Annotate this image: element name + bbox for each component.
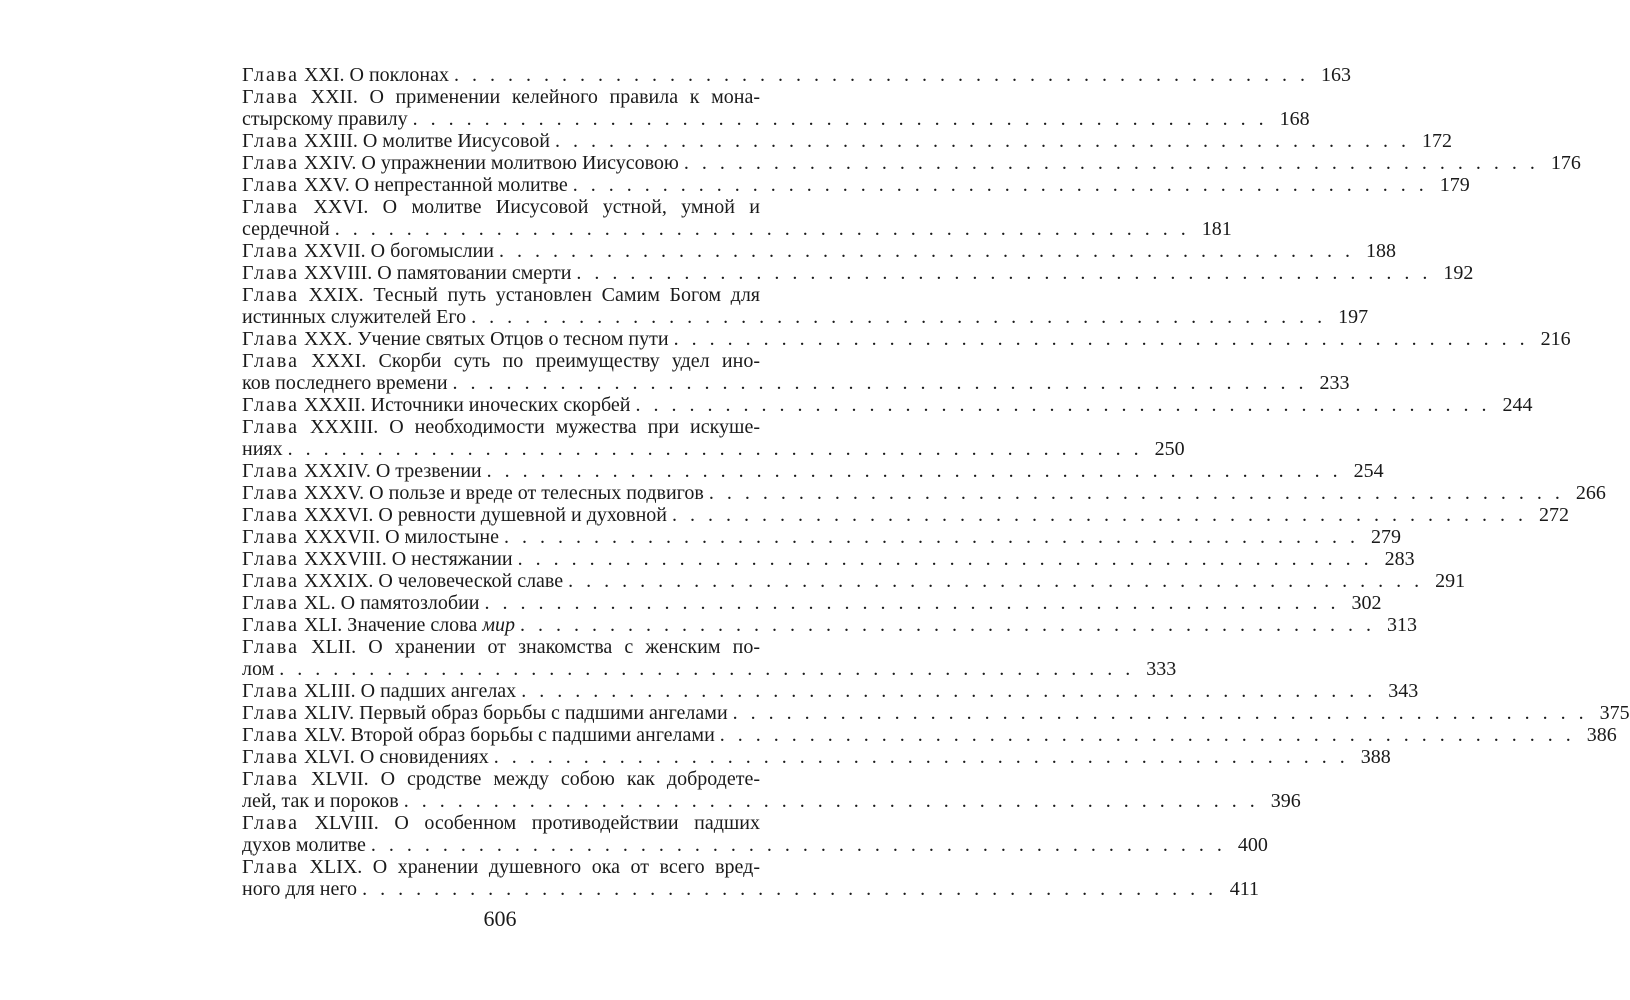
- toc-entry-title: [242, 284, 760, 306]
- toc-entry: [242, 64, 1351, 86]
- toc-entry-title: [242, 306, 466, 328]
- toc-entry: [242, 526, 1401, 548]
- toc-line: [242, 812, 760, 834]
- dot-leader: . . . . . . . . . . . . . . . . . . . . . . . . . . . . . . . . . . . . . . . . . . . . . . . .: [486, 460, 1342, 482]
- dot-leader: . . . . . . . . . . . . . . . . . . . . . . . . . . . . . . . . . . . . . . . . . . . . . . . .: [403, 790, 1259, 812]
- toc-page-number: 283: [1384, 548, 1415, 570]
- toc-page-number: 244: [1502, 394, 1533, 416]
- toc-entry-title: [242, 724, 715, 746]
- dot-leader: . . . . . . . . . . . . . . . . . . . . . . . . . . . . . . . . . . . . . . . . . . . . . . . .: [708, 482, 1564, 504]
- toc-title-text: духов молитве: [242, 834, 366, 856]
- toc-entry-title: [242, 240, 494, 262]
- dot-leader: . . . . . . . . . . . . . . . . . . . . . . . . . . . . . . . . . . . . . . . . . . . . . . . .: [732, 702, 1588, 724]
- toc-page-number: 188: [1365, 240, 1396, 262]
- chapter-label: Глава: [242, 856, 299, 878]
- toc-page-number: 272: [1538, 504, 1569, 526]
- dot-leader: . . . . . . . . . . . . . . . . . . . . . . . . . . . . . . . . . . . . . . . . . . . . . . . .: [554, 130, 1410, 152]
- toc-line: [242, 64, 1351, 86]
- toc-title-text: XXXII. Источники иноческих скорбей: [303, 394, 631, 416]
- chapter-label: Глава: [242, 504, 299, 526]
- toc-page-number: 375: [1599, 702, 1630, 724]
- toc-line: [242, 350, 760, 372]
- toc-title-text: XLVII. О сродстве между собою как добродете-: [311, 768, 761, 790]
- dot-leader: . . . . . . . . . . . . . . . . . . . . . . . . . . . . . . . . . . . . . . . . . . . . . . . .: [719, 724, 1575, 746]
- toc-entry-title: [242, 746, 489, 768]
- dot-leader: . . . . . . . . . . . . . . . . . . . . . . . . . . . . . . . . . . . . . . . . . . . . . . . .: [452, 372, 1308, 394]
- toc-title-text: XXX. Учение святых Отцов о тесном пути: [303, 328, 669, 350]
- toc-entry: [242, 548, 1415, 570]
- toc-entry-title: [242, 460, 482, 482]
- toc-entry-title: [242, 548, 513, 570]
- toc-title-text: XLVI. О сновидениях: [303, 746, 489, 768]
- toc-page-number: 250: [1154, 438, 1185, 460]
- toc-entry-title: [242, 64, 449, 86]
- dot-leader: . . . . . . . . . . . . . . . . . . . . . . . . . . . . . . . . . . . . . . . . . . . . . . . .: [493, 746, 1349, 768]
- toc-title-text: XXXVIII. О нестяжании: [303, 548, 513, 570]
- chapter-label: Глава: [242, 482, 299, 504]
- toc-entry: [242, 636, 1177, 680]
- dot-leader: . . . . . . . . . . . . . . . . . . . . . . . . . . . . . . . . . . . . . . . . . . . . . . . .: [504, 526, 1359, 548]
- toc-entry: [242, 724, 1617, 746]
- dot-leader: . . . . . . . . . . . . . . . . . . . . . . . . . . . . . . . . . . . . . . . . . . . . . . . .: [334, 218, 1190, 240]
- toc-page-number: 216: [1540, 328, 1571, 350]
- dot-leader: . . . . . . . . . . . . . . . . . . . . . . . . . . . . . . . . . . . . . . . . . . . . . . . .: [517, 548, 1373, 570]
- toc-page-number: 343: [1388, 680, 1419, 702]
- toc-line: [242, 394, 1533, 416]
- toc-entry-title: [242, 812, 760, 834]
- toc-line: [242, 790, 1301, 812]
- chapter-label: Глава: [242, 64, 299, 86]
- toc-line: [242, 438, 1185, 460]
- toc-entry: [242, 482, 1606, 504]
- dot-leader: . . . . . . . . . . . . . . . . . . . . . . . . . . . . . . . . . . . . . . . . . . . . . . . .: [520, 614, 1376, 636]
- dot-leader: . . . . . . . . . . . . . . . . . . . . . . . . . . . . . . . . . . . . . . . . . . . . . . . .: [412, 108, 1268, 130]
- toc-line: [242, 878, 1260, 900]
- toc-line: [242, 306, 1369, 328]
- toc-page-number: 254: [1353, 460, 1384, 482]
- toc-line: [242, 658, 1177, 680]
- toc-entry-title: [242, 614, 515, 636]
- toc-entry: [242, 592, 1382, 614]
- toc-entry-title: [242, 680, 516, 702]
- toc-title-text: XXI. О поклонах: [303, 64, 449, 86]
- toc-title-text: XLIII. О падших ангелах: [303, 680, 517, 702]
- toc-line: [242, 746, 1391, 768]
- toc-title-text: XXVI. О молитве Иисусовой устной, умной и: [313, 196, 761, 218]
- toc-line: [242, 284, 760, 306]
- chapter-label: Глава: [242, 394, 299, 416]
- dot-leader: . . . . . . . . . . . . . . . . . . . . . . . . . . . . . . . . . . . . . . . . . . . . . . . .: [683, 152, 1539, 174]
- dot-leader: . . . . . . . . . . . . . . . . . . . . . . . . . . . . . . . . . . . . . . . . . . . . . . . .: [471, 306, 1327, 328]
- chapter-label: Глава: [242, 570, 299, 592]
- toc-title-text: XLIX. О хранении душевного ока от всего вред-: [309, 856, 760, 878]
- toc-title-text: XXXIII. О необходимости мужества при искуше-: [309, 416, 760, 438]
- toc-entry: [242, 130, 1452, 152]
- toc-page-number: 400: [1237, 834, 1268, 856]
- toc-entry: [242, 746, 1391, 768]
- chapter-label: Глава: [242, 702, 299, 724]
- toc-line: [242, 680, 1419, 702]
- toc-page-number: 388: [1360, 746, 1391, 768]
- toc-page-number: 172: [1421, 130, 1452, 152]
- toc-title-text: XXII. О применении келейного правила к мона-: [310, 86, 760, 108]
- toc-title-text: истинных служителей Его: [242, 306, 467, 328]
- toc-entry-title: [242, 174, 568, 196]
- toc-line: [242, 240, 1396, 262]
- toc-title-text: XXXIX. О человеческой славе: [303, 570, 564, 592]
- chapter-label: Глава: [242, 724, 299, 746]
- toc-line: [242, 592, 1382, 614]
- toc-title-text: XXXVI. О ревности душевной и духовной: [303, 504, 667, 526]
- toc-title-text: лом: [242, 658, 275, 680]
- toc-entry: [242, 262, 1474, 284]
- toc-entry-title: [242, 394, 631, 416]
- chapter-label: Глава: [242, 614, 299, 636]
- chapter-label: Глава: [242, 328, 299, 350]
- toc-page-number: 333: [1146, 658, 1177, 680]
- toc-line: [242, 152, 1581, 174]
- toc-entry: [242, 350, 1350, 394]
- toc-page-number: 181: [1201, 218, 1232, 240]
- toc-entry: [242, 614, 1418, 636]
- toc-page-number: 313: [1387, 614, 1418, 636]
- dot-leader: . . . . . . . . . . . . . . . . . . . . . . . . . . . . . . . . . . . . . . . . . . . . . . . .: [568, 570, 1424, 592]
- toc-title-text: сердечной: [242, 218, 330, 240]
- toc-line: [242, 328, 1571, 350]
- toc-title-text: ниях: [242, 438, 283, 460]
- toc-entry-title: [242, 416, 760, 438]
- page-number: 606: [483, 906, 517, 931]
- toc-page-number: 279: [1371, 526, 1401, 548]
- toc-entry-title: [242, 372, 448, 394]
- toc-entry: [242, 152, 1581, 174]
- chapter-label: Глава: [242, 812, 299, 834]
- dot-leader: . . . . . . . . . . . . . . . . . . . . . . . . . . . . . . . . . . . . . . . . . . . . . . . .: [484, 592, 1340, 614]
- toc-entry: [242, 196, 1232, 240]
- toc-entry-title: [242, 636, 760, 658]
- toc-title-text: XLVIII. О особенном противодействии падших: [314, 812, 761, 834]
- toc-entry: [242, 240, 1396, 262]
- toc-entry-title: [242, 130, 550, 152]
- dot-leader: . . . . . . . . . . . . . . . . . . . . . . . . . . . . . . . . . . . . . . . . . . . . . . . .: [362, 878, 1218, 900]
- toc-entry: [242, 504, 1569, 526]
- toc-page-number: 179: [1439, 174, 1470, 196]
- toc-entry-title: [242, 328, 669, 350]
- dot-leader: . . . . . . . . . . . . . . . . . . . . . . . . . . . . . . . . . . . . . . . . . . . . . . . .: [287, 438, 1143, 460]
- toc-title-text: XXXV. О пользе и вреде от телесных подвигов: [303, 482, 704, 504]
- toc-line: [242, 86, 760, 108]
- toc-entry-title: [242, 152, 679, 174]
- toc-entry: [242, 812, 1268, 856]
- toc-line: [242, 570, 1466, 592]
- toc-entry: [242, 86, 1310, 130]
- toc-entry: [242, 768, 1301, 812]
- chapter-label: Глава: [242, 152, 299, 174]
- table-of-contents: [242, 64, 1630, 900]
- toc-line: [242, 636, 760, 658]
- toc-entry-title: [242, 834, 366, 856]
- chapter-label: Глава: [242, 592, 299, 614]
- toc-line: [242, 262, 1474, 284]
- toc-page-number: 386: [1586, 724, 1617, 746]
- chapter-label: Глава: [242, 416, 299, 438]
- toc-page-number: 411: [1229, 878, 1260, 900]
- toc-line: [242, 416, 760, 438]
- toc-entry: [242, 570, 1466, 592]
- toc-page-number: 291: [1435, 570, 1466, 592]
- toc-entry-title: [242, 878, 357, 900]
- toc-line: [242, 834, 1268, 856]
- toc-title-text: XL. О памятозлобии: [303, 592, 480, 614]
- toc-line: [242, 196, 760, 218]
- toc-title-text: XXXVII. О милостыне: [303, 526, 499, 548]
- toc-line: [242, 108, 1310, 130]
- toc-entry-title: [242, 196, 760, 218]
- toc-line: [242, 614, 1418, 636]
- toc-title-text: лей, так и пороков: [242, 790, 399, 812]
- toc-entry-title: [242, 592, 479, 614]
- toc-title-text: XXIX. Тесный путь установлен Самим Богом для: [308, 284, 761, 306]
- toc-line: [242, 724, 1617, 746]
- toc-page-number: 168: [1279, 108, 1310, 130]
- toc-entry-title: [242, 350, 760, 372]
- toc-page-number: 266: [1575, 482, 1606, 504]
- dot-leader: . . . . . . . . . . . . . . . . . . . . . . . . . . . . . . . . . . . . . . . . . . . . . . . .: [453, 64, 1309, 86]
- toc-title-text: XXV. О непрестанной молитве: [303, 174, 568, 196]
- toc-line: [242, 482, 1606, 504]
- toc-entry: [242, 702, 1630, 724]
- toc-page-number: 302: [1351, 592, 1382, 614]
- chapter-label: Глава: [242, 174, 299, 196]
- toc-title-text: XXVIII. О памятовании смерти: [303, 262, 572, 284]
- toc-entry-title: [242, 702, 728, 724]
- chapter-label: Глава: [242, 746, 299, 768]
- toc-entry-title: [242, 570, 563, 592]
- toc-entry-title: [242, 504, 667, 526]
- toc-line: [242, 548, 1415, 570]
- toc-entry-title: [242, 526, 499, 548]
- toc-title-text: XXXIV. О трезвении: [303, 460, 482, 482]
- chapter-label: Глава: [242, 240, 299, 262]
- chapter-label: Глава: [242, 284, 299, 306]
- toc-page-number: 192: [1443, 262, 1474, 284]
- toc-title-text: XXVII. О богомыслии: [303, 240, 494, 262]
- chapter-label: Глава: [242, 460, 299, 482]
- toc-entry-title: [242, 218, 330, 240]
- toc-entry: [242, 174, 1470, 196]
- toc-title-text: XLV. Второй образ борьбы с падшими ангелами: [303, 724, 715, 746]
- toc-title-text: XLIV. Первый образ борьбы с падшими ангелами: [303, 702, 728, 724]
- toc-line: [242, 372, 1350, 394]
- toc-entry-title: [242, 108, 408, 130]
- toc-entry-title: [242, 438, 283, 460]
- chapter-label: Глава: [242, 548, 299, 570]
- toc-entry: [242, 416, 1185, 460]
- chapter-label: Глава: [242, 768, 299, 790]
- toc-entry-title: [242, 482, 704, 504]
- toc-title-text: XXIII. О молитве Иисусовой: [303, 130, 550, 152]
- chapter-label: Глава: [242, 680, 299, 702]
- chapter-label: Глава: [242, 636, 299, 658]
- toc-line: [242, 856, 760, 878]
- toc-line: [242, 526, 1401, 548]
- toc-line: [242, 504, 1569, 526]
- toc-entry: [242, 394, 1533, 416]
- toc-entry-title: [242, 658, 274, 680]
- dot-leader: . . . . . . . . . . . . . . . . . . . . . . . . . . . . . . . . . . . . . . . . . . . . . . . .: [279, 658, 1135, 680]
- toc-entry: [242, 284, 1369, 328]
- dot-leader: . . . . . . . . . . . . . . . . . . . . . . . . . . . . . . . . . . . . . . . . . . . . . . . .: [673, 328, 1529, 350]
- toc-line: [242, 174, 1470, 196]
- chapter-label: Глава: [242, 130, 299, 152]
- toc-title-text: XXIV. О упражнении молитвою Иисусовою: [303, 152, 679, 174]
- toc-entry: [242, 856, 1260, 900]
- toc-entry-title: [242, 768, 760, 790]
- chapter-label: Глава: [242, 350, 299, 372]
- toc-page-number: 176: [1550, 152, 1581, 174]
- toc-line: [242, 130, 1452, 152]
- toc-entry-title: [242, 856, 760, 878]
- dot-leader: . . . . . . . . . . . . . . . . . . . . . . . . . . . . . . . . . . . . . . . . . . . . . . . .: [370, 834, 1226, 856]
- toc-title-text: стырскому правилу: [242, 108, 408, 130]
- toc-page-number: 197: [1338, 306, 1369, 328]
- toc-entry-title: [242, 262, 571, 284]
- toc-page-number: 233: [1319, 372, 1350, 394]
- dot-leader: . . . . . . . . . . . . . . . . . . . . . . . . . . . . . . . . . . . . . . . . . . . . . . . .: [498, 240, 1354, 262]
- toc-entry: [242, 328, 1571, 350]
- toc-line: [242, 702, 1630, 724]
- dot-leader: . . . . . . . . . . . . . . . . . . . . . . . . . . . . . . . . . . . . . . . . . . . . . . . .: [572, 174, 1428, 196]
- toc-line: [242, 460, 1384, 482]
- chapter-label: Глава: [242, 526, 299, 548]
- chapter-label: Глава: [242, 196, 299, 218]
- toc-title-text: XLI. Значение слова мир: [303, 614, 516, 636]
- dot-leader: . . . . . . . . . . . . . . . . . . . . . . . . . . . . . . . . . . . . . . . . . . . . . . . .: [671, 504, 1527, 526]
- toc-page-number: 163: [1320, 64, 1351, 86]
- dot-leader: . . . . . . . . . . . . . . . . . . . . . . . . . . . . . . . . . . . . . . . . . . . . . . . .: [521, 680, 1377, 702]
- dot-leader: . . . . . . . . . . . . . . . . . . . . . . . . . . . . . . . . . . . . . . . . . . . . . . . .: [576, 262, 1432, 284]
- toc-entry: [242, 680, 1419, 702]
- toc-title-text: ков последнего времени: [242, 372, 448, 394]
- toc-title-text: XLII. О хранении от знакомства с женским по-: [311, 636, 760, 658]
- toc-page-number: 396: [1270, 790, 1301, 812]
- toc-title-text: ного для него: [242, 878, 358, 900]
- toc-title-text: XXXI. Скорби суть по преимуществу удел ино-: [311, 350, 761, 372]
- toc-entry: [242, 460, 1384, 482]
- toc-line: [242, 218, 1232, 240]
- toc-line: [242, 768, 760, 790]
- chapter-label: Глава: [242, 262, 299, 284]
- toc-entry-title: [242, 790, 399, 812]
- toc-entry-title: [242, 86, 760, 108]
- dot-leader: . . . . . . . . . . . . . . . . . . . . . . . . . . . . . . . . . . . . . . . . . . . . . . . .: [635, 394, 1491, 416]
- chapter-label: Глава: [242, 86, 299, 108]
